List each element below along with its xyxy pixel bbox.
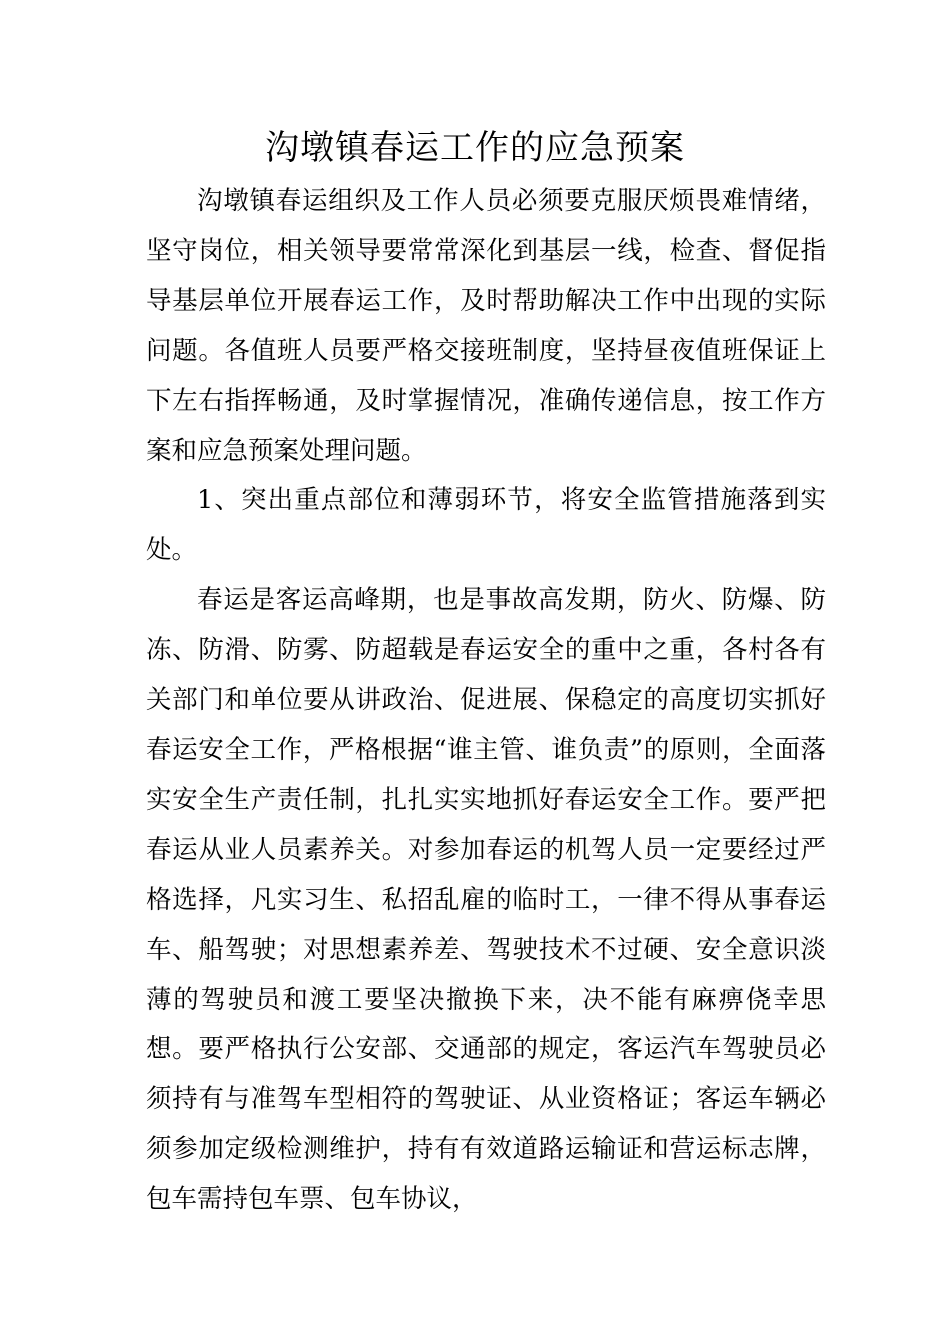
document-title: 沟墩镇春运工作的应急预案 <box>265 128 685 168</box>
document-body <box>146 177 826 1225</box>
paragraph-safety: 春运是客运高峰期，也是事故高发期，防火、防爆、防冻、防滑、防雾、防超载是春运安全的重中之重，各村各有关部门和单位要从讲政治、促进展、保稳定的高度切实抓好春运安全工作，严格根据“谁主管、谁负责”的原则，全面落实安全生产责任制，扎扎实实地抓好春运安全工作。要严把春运从业人员素养关。对参加春运的机驾人员一定要经过严格选择，凡实习生、私招乱雇的临时工，一律不得从事春运车、船驾驶；对思想素养差、驾驶技术不过硬、安全意识淡薄的驾驶员和渡工要坚决撤换下来，决不能有麻痹侥幸思想。要严格执行公安部、交通部的规定，客运汽车驾驶员必须持有与准驾车型相符的驾驶证、从业资格证；客运车辆必须参加定级检测维护，持有有效道路运输证和营运标志牌，包车需持包车票、包车协议， <box>146 585 826 1215</box>
paragraph-intro: 沟墩镇春运组织及工作人员必须要克服厌烦畏难情绪，坚守岗位，相关领导要常常深化到基层一线，检查、督促指导基层单位开展春运工作，及时帮助解决工作中出现的实际问题。各值班人员要严格交接班制度，坚持昼夜值班保证上下左右指挥畅通，及时掌握情况，准确传递信息，按工作方案和应急预案处理问题。 <box>146 186 826 466</box>
paragraph-section-heading: 1、突出重点部位和薄弱环节，将安全监管措施落到实处。 <box>146 485 826 566</box>
